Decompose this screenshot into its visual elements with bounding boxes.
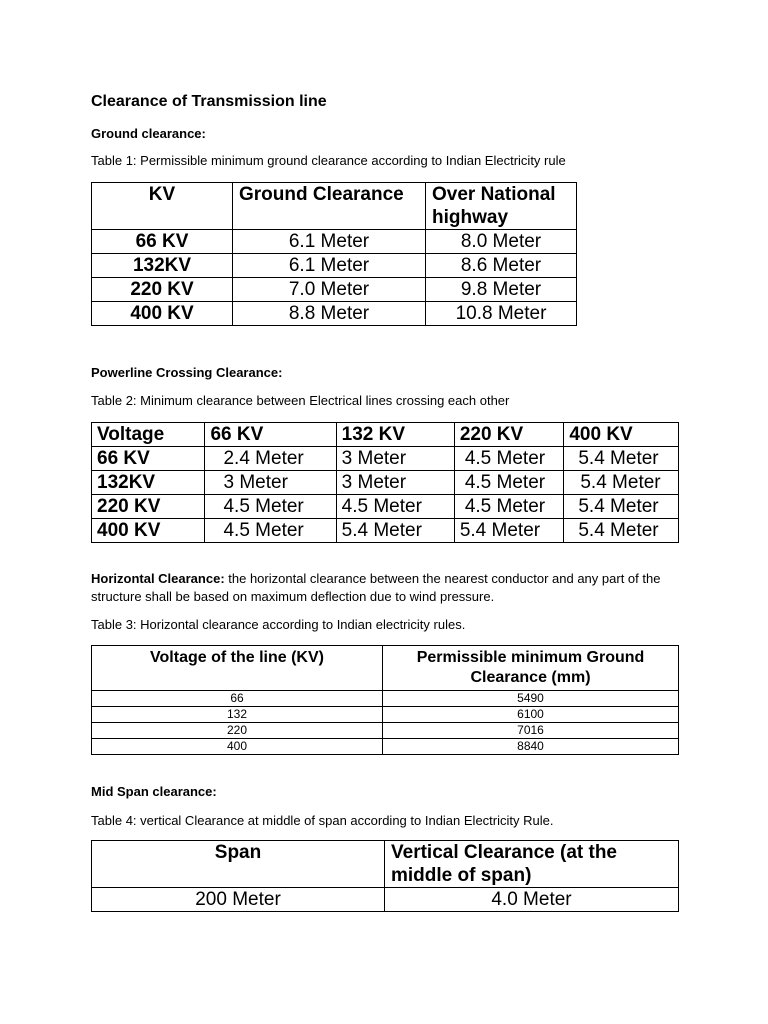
table-cell: 8.8 Meter bbox=[233, 302, 426, 326]
table-cell: 5.4 Meter bbox=[454, 519, 564, 543]
table-row-label: 400 KV bbox=[92, 519, 205, 543]
table-cell: 5490 bbox=[383, 691, 679, 707]
table-header-cell: Voltage of the line (KV) bbox=[92, 646, 383, 691]
table-cell: 8.6 Meter bbox=[426, 254, 577, 278]
table-header-row bbox=[92, 841, 679, 888]
table-cell: 400 KV bbox=[92, 302, 233, 326]
table-header-cell: Ground Clearance bbox=[233, 183, 426, 230]
mid-span-heading: Mid Span clearance: bbox=[91, 784, 217, 799]
table-row-label: 66 KV bbox=[92, 447, 205, 471]
table-cell: 220 bbox=[92, 723, 383, 739]
table-header-cell: Voltage bbox=[92, 423, 205, 447]
table-header-row bbox=[92, 423, 679, 447]
table-cell: 8.0 Meter bbox=[426, 230, 577, 254]
table-header-cell: Span bbox=[92, 841, 385, 888]
table-row bbox=[92, 230, 577, 254]
table-row bbox=[92, 691, 679, 707]
table-cell: 66 KV bbox=[92, 230, 233, 254]
table-row bbox=[92, 495, 679, 519]
table-cell: 4.0 Meter bbox=[385, 888, 679, 912]
mid-span-table bbox=[91, 840, 679, 912]
table-cell: 7.0 Meter bbox=[233, 278, 426, 302]
table1-caption: Table 1: Permissible minimum ground clearance according to Indian Electricity rule bbox=[91, 153, 566, 168]
table-cell: 132 bbox=[92, 707, 383, 723]
table-header-cell: 66 KV bbox=[205, 423, 336, 447]
table-row-label: 132KV bbox=[92, 471, 205, 495]
table4-caption: Table 4: vertical Clearance at middle of span according to Indian Electricity Rule. bbox=[91, 813, 554, 828]
table-cell: 132KV bbox=[92, 254, 233, 278]
horizontal-clearance-table bbox=[91, 645, 679, 755]
table-cell: 3 Meter bbox=[336, 471, 454, 495]
table-header-row bbox=[92, 646, 679, 691]
table-header-cell: 132 KV bbox=[336, 423, 454, 447]
table-header-cell: 400 KV bbox=[564, 423, 679, 447]
table-cell: 400 bbox=[92, 739, 383, 755]
ground-clearance-table bbox=[91, 182, 577, 326]
horizontal-clearance-paragraph bbox=[91, 570, 681, 606]
powerline-crossing-table bbox=[91, 422, 679, 543]
table-header-cell: Vertical Clearance (at the middle of span) bbox=[385, 841, 679, 888]
table-cell: 220 KV bbox=[92, 278, 233, 302]
ground-clearance-heading: Ground clearance: bbox=[91, 126, 206, 141]
table-cell: 6100 bbox=[383, 707, 679, 723]
table-cell: 10.8 Meter bbox=[426, 302, 577, 326]
table-cell: 4.5 Meter bbox=[205, 519, 336, 543]
table-row bbox=[92, 739, 679, 755]
table-row bbox=[92, 302, 577, 326]
table-cell: 3 Meter bbox=[205, 471, 336, 495]
document-title: Clearance of Transmission line bbox=[91, 93, 327, 110]
table2-caption: Table 2: Minimum clearance between Electrical lines crossing each other bbox=[91, 393, 510, 408]
table-row bbox=[92, 723, 679, 739]
table-cell: 200 Meter bbox=[92, 888, 385, 912]
table-cell: 4.5 Meter bbox=[336, 495, 454, 519]
table-cell: 5.4 Meter bbox=[564, 447, 679, 471]
horizontal-clearance-heading: Horizontal Clearance: bbox=[91, 571, 225, 586]
table-row-label: 220 KV bbox=[92, 495, 205, 519]
table-row bbox=[92, 707, 679, 723]
table-cell: 6.1 Meter bbox=[233, 230, 426, 254]
table-cell: 5.4 Meter bbox=[336, 519, 454, 543]
table-row bbox=[92, 447, 679, 471]
table-cell: 66 bbox=[92, 691, 383, 707]
table-cell: 4.5 Meter bbox=[454, 471, 564, 495]
table-cell: 3 Meter bbox=[336, 447, 454, 471]
table-header-cell: KV bbox=[92, 183, 233, 230]
table-cell: 4.5 Meter bbox=[205, 495, 336, 519]
horizontal-clearance-body: the horizontal clearance between the nearest conductor and any part of the structure shall be based on maximum deflection due to wind pressure. bbox=[91, 571, 661, 604]
table-cell: 2.4 Meter bbox=[205, 447, 336, 471]
table-row bbox=[92, 519, 679, 543]
table-row bbox=[92, 888, 679, 912]
table-cell: 8840 bbox=[383, 739, 679, 755]
table-header-cell: Over National highway bbox=[426, 183, 577, 230]
table-row bbox=[92, 278, 577, 302]
table3-caption: Table 3: Horizontal clearance according to Indian electricity rules. bbox=[91, 617, 466, 632]
table-cell: 6.1 Meter bbox=[233, 254, 426, 278]
table-cell: 5.4 Meter bbox=[564, 495, 679, 519]
powerline-crossing-heading: Powerline Crossing Clearance: bbox=[91, 365, 283, 380]
table-header-cell: Permissible minimum Ground Clearance (mm) bbox=[383, 646, 679, 691]
table-header-row bbox=[92, 183, 577, 230]
table-cell: 5.4 Meter bbox=[564, 519, 679, 543]
table-cell: 4.5 Meter bbox=[454, 495, 564, 519]
table-header-cell: 220 KV bbox=[454, 423, 564, 447]
table-cell: 9.8 Meter bbox=[426, 278, 577, 302]
table-cell: 5.4 Meter bbox=[564, 471, 679, 495]
table-cell: 4.5 Meter bbox=[454, 447, 564, 471]
table-row bbox=[92, 254, 577, 278]
table-cell: 7016 bbox=[383, 723, 679, 739]
table-row bbox=[92, 471, 679, 495]
